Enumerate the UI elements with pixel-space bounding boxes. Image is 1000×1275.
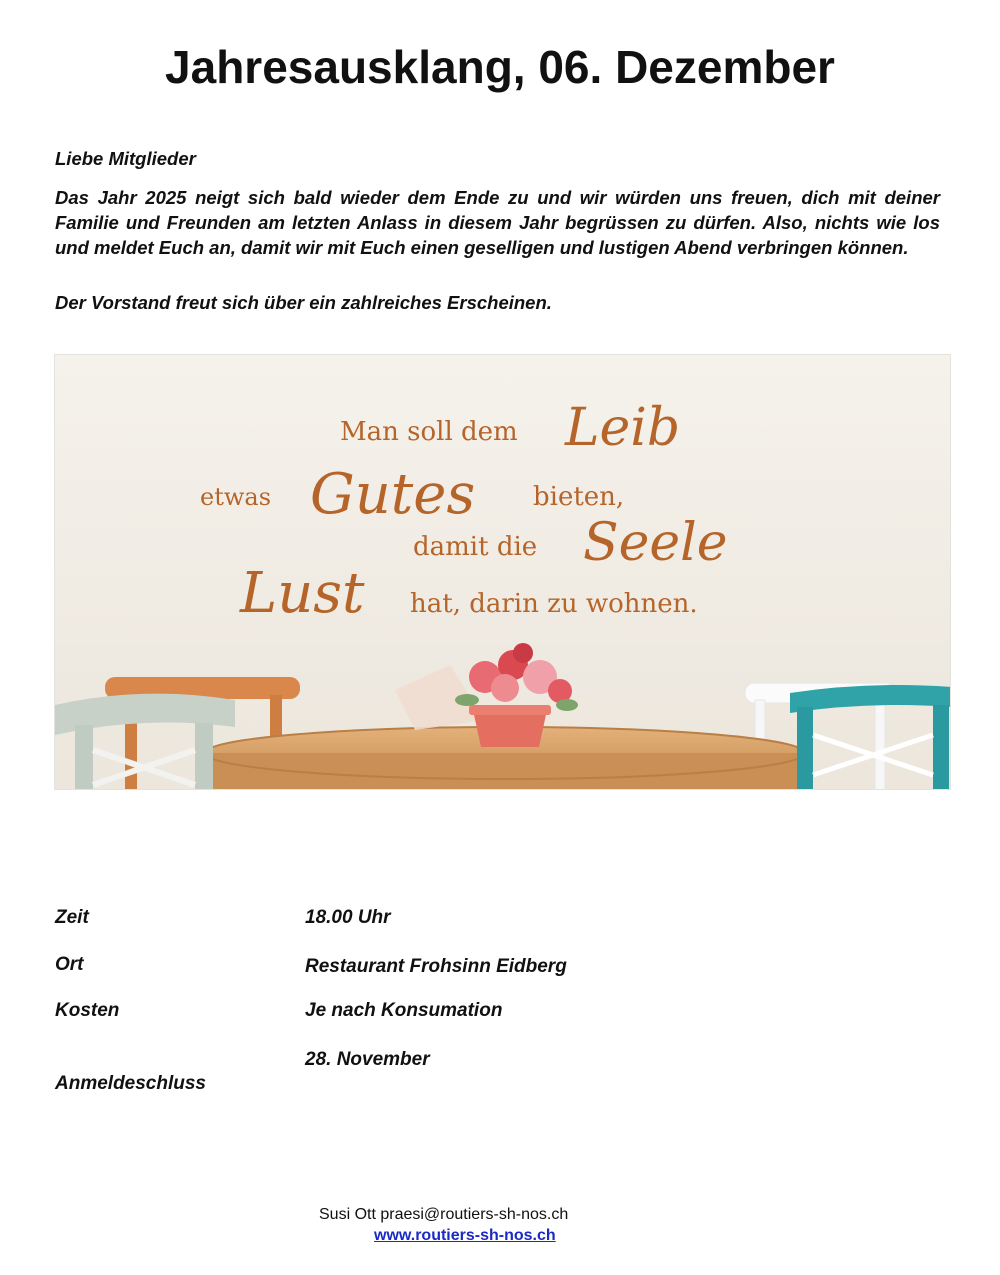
quote-line4-b: hat, darin zu wohnen. (410, 589, 698, 619)
quote-line3-b: Seele (583, 513, 728, 573)
closing-line: Der Vorstand freut sich über ein zahlreiches Erscheinen. (55, 292, 552, 313)
zeit-value: 18.00 Uhr (305, 907, 391, 928)
quote-line2-c: bieten, (533, 482, 625, 512)
ort-label: Ort (55, 954, 84, 975)
anmeldeschluss-label: Anmeldeschluss (55, 1073, 206, 1094)
quote-line4-a: Lust (240, 561, 365, 626)
contact-line: Susi Ott praesi@routiers-sh-nos.ch (319, 1206, 569, 1223)
anmeldeschluss-value: 28. November (305, 1049, 430, 1070)
page-title: Jahresausklang, 06. Dezember (165, 41, 835, 93)
website-link[interactable]: www.routiers-sh-nos.ch (374, 1227, 556, 1244)
greeting: Liebe Mitglieder (55, 148, 196, 169)
zeit-label: Zeit (55, 907, 89, 928)
quote-line1-b: Leib (565, 398, 681, 458)
quote-line2-a: etwas (200, 483, 272, 511)
ort-value: Restaurant Frohsinn Eidberg (305, 956, 567, 977)
quote-line1-a: Man soll dem (340, 417, 518, 447)
kosten-value: Je nach Konsumation (305, 1000, 503, 1021)
quote-line3-a: damit die (413, 532, 538, 562)
invitation-paragraph: Das Jahr 2025 neigt sich bald wieder dem Ende zu und wir würden uns freuen, dich mit deiner Familie und Freunden am letzten Anlass in diesem Jahr begrüssen zu dürfen. Also, nichts wie los und meldet Euch an, damit wir mit Euch einen geselligen und lustigen Abend verbringen können. (55, 187, 940, 258)
quote-line2-b: Gutes (310, 462, 476, 527)
wall-quote-photo (54, 354, 951, 790)
kosten-label: Kosten (55, 1000, 120, 1021)
